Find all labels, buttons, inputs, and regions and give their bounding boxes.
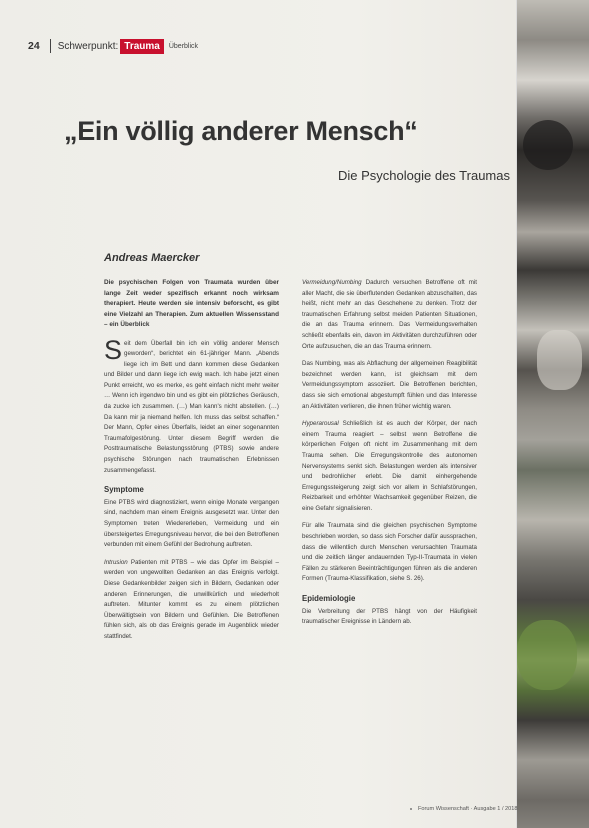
article-author: Andreas Maercker xyxy=(104,252,200,264)
heading-epidemiologie: Epidemiologie xyxy=(302,594,356,604)
article-lead: Die psychischen Folgen von Traumata wurden über lange Zeit weder spezifisch erkannt noch wirksam therapiert. Heute werden sie intensiv beforscht, es gibt eine Vielzahl an Therapien. Zum aktuellen Wissensstand – ein Überblick xyxy=(104,279,279,328)
intrusion-runin: Intrusion xyxy=(104,558,128,566)
photo-highlight-shape xyxy=(537,330,582,390)
numbing-paragraph: Das Numbing, was als Abflachung der allgemeinen Reagibilität bezeichnet werden kann, ist gleichsam mit dem Vermeidungssymptom assoziiert. Die Betroffenen berichten, dass sie sich emotional abgestumpft fühlen und das Interesse an Aktivitäten verlieren, die ihnen früher wichtig waren. xyxy=(302,360,477,410)
intrusion-text: Patienten mit PTBS – wie das Opfer im Beispiel – werden von ungewollten Gedanken an das Ereignis verfolgt. Diese Gedankenbilder zeigen sich in Bildern, Gedanken oder anderen Erinnerungen, die unwillkürlich und wiederholt auftreten. Mitunter kommt es zu einem plötzlichen Überwältigtsein von Bildern und Gefühlen. Die Betroffenen fühlen sich, als ob das Ereignis gerade im Augenblick wieder stattfindet. xyxy=(104,558,279,640)
header-divider xyxy=(50,39,51,53)
page-header xyxy=(28,38,198,54)
alle-paragraph: Für alle Traumata sind die gleichen psychischen Symptome beschrieben worden, so dass sich Forscher dafür aussprachen, dass die willentlich durch Menschen verursachten Traumata und die zeitlich länger andauernden Typ-II-Traumata in vielen Fällen zu stärkeren Beeinträchtigungen führen als die anderen Formen (Trauma-Klassifikation, siehe S. 26). xyxy=(302,522,477,583)
intro-paragraph: Seit dem Überfall bin ich ein völlig anderer Mensch geworden“, berichtet ein 61-jähriger Mann. „Abends liege ich im Bett und dann kommen diese Gedanken und Bilder und dann liege ich ewig wach. Ich habe jetzt einen Punkt erreicht, wo es merke, es geht einfach nicht mehr weiter … Wenn ich irgendwo bin und es gibt ein plötzliches Geräusch, da zucke ich zusammen. (…) Man kann's nicht abstellen. (…) Da kann mir ja niemand helfen. Ich muss das selbst schaffen.“ Der Mann, Opfer eines Überfalls, leidet an einer sogenannten Traumafolgestörung. Unter diesem Begriff werden die Posttraumatische Belastungsstörung (PTBS) sowie andere psychische Störungen nach traumatischen Erlebnissen zusammengefasst. xyxy=(104,334,279,474)
page-number: 24 xyxy=(28,40,40,52)
topic-tag: Trauma xyxy=(120,39,164,54)
vermeidung-runin: Vermeidung/Numbing xyxy=(302,279,362,286)
intrusion-paragraph xyxy=(104,558,279,643)
photo-shadow-shape xyxy=(523,120,573,170)
article-subtitle: Die Psychologie des Traumas xyxy=(338,168,510,183)
article-title: „Ein völlig anderer Mensch“ xyxy=(64,116,418,146)
page-footer: Forum Wissenschaft · Ausgabe 1 / 2018 xyxy=(418,806,518,812)
hyperarousal-paragraph xyxy=(302,419,477,514)
epidemiologie-paragraph: Die Verbreitung der PTBS hängt von der Häufigkeit traumatischer Ereignisse in Ländern ab. xyxy=(302,607,477,626)
footer-dot xyxy=(410,808,412,810)
photo-foliage-shape xyxy=(517,620,577,690)
text-column-right xyxy=(302,278,477,628)
side-photo xyxy=(516,0,589,828)
vermeidung-paragraph xyxy=(302,278,477,352)
text-column-left xyxy=(104,278,279,643)
subsection-label: Überblick xyxy=(168,42,199,50)
heading-symptome: Symptome xyxy=(104,485,144,495)
symptome-paragraph: Eine PTBS wird diagnostiziert, wenn einige Monate vergangen sind, nachdem man einem Ereignis ausgesetzt war. Unter den Symptomen treten Wiedererleben, Vermeidung und ein übersteigertes Erregungsniveau hervor, die bei den Betroffenen verbunden mit einem Gefühl der Bedrohung auftreten. xyxy=(104,498,279,549)
vermeidung-text: Dadurch versuchen Betroffene oft mit aller Macht, die sie überflutenden Gedanken abzuschalten, das heißt, nicht mehr an das Geschehene zu denken. Trotz der traumatischen Erfahrung selbst meiden Patienten Situationen, die an das Trauma erinnern. Das Vermeidungsverhalten schließt ebenfalls ein, davon im Aktivitäten durchzuführen oder Orte aufzusuchen, die an das Trauma erinnern. xyxy=(302,279,477,350)
section-label: Schwerpunkt: xyxy=(57,40,119,52)
hyperarousal-text: Schließlich ist es auch der Körper, der nach einem Trauma reagiert – selbst wenn Betroffene die körperlichen Folgen oft nicht im Zusammenhang mit dem Trauma sehen. Die Erregungskontrolle des autonomen Nervensystems senkt sich. Belastungen werden als intensiver und bedrohlicher erlebt. Die damit einhergehende Erregungssteigerung zeigt sich vor allem in Schlafstörungen, Reizbarkeit und erhöhter Wachsamkeit gegenüber Reizen, die eine Gefahr signalisieren. xyxy=(302,420,477,512)
hyperarousal-runin: Hyperarousal xyxy=(302,420,339,428)
